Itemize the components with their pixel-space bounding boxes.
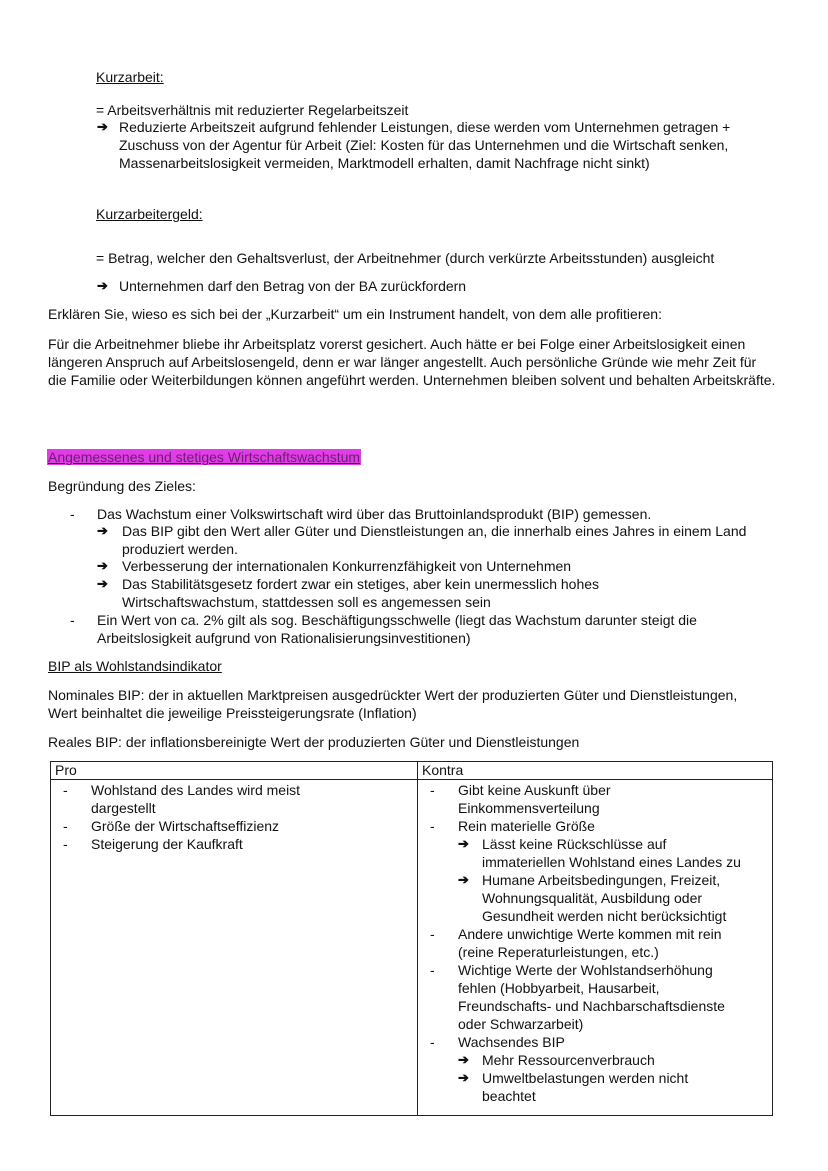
kontra-text: Gibt keine Auskunft über Einkommensverteilung: [458, 782, 611, 816]
dash-bullet: -: [70, 506, 75, 522]
kontra-sub-text: Mehr Ressourcenverbrauch: [482, 1052, 655, 1068]
arrow-icon: ➔: [458, 836, 469, 851]
answer-paragraph: Für die Arbeitnehmer bliebe ihr Arbeitsplatz vorerst gesichert. Auch hätte er bei Folge einer Arbeitslosigkeit einen längeren Anspruch auf Arbeitslosengeld, denn er war länger angestellt. Auch persönliche Gründe wie mehr Zeit für die Familie oder Weiterbildungen können angeführt werden. Unternehmen bleiben solvent und behalten Arbeitskräfte.: [48, 336, 776, 388]
dash-bullet: -: [430, 1034, 435, 1050]
kontra-text: Andere unwichtige Werte kommen mit rein (reine Reperaturleistungen, etc.): [458, 926, 722, 960]
dash-bullet: -: [430, 926, 435, 942]
arrow-icon: ➔: [97, 558, 108, 573]
wachstum-item-1: Das Wachstum einer Volkswirtschaft wird über das Bruttoinlandsprodukt (BIP) gemessen.: [97, 506, 652, 522]
dash-bullet: -: [63, 836, 68, 852]
arrow-icon: ➔: [97, 523, 108, 538]
arrow-icon: ➔: [97, 278, 108, 293]
kontra-text: Wichtige Werte der Wohlstandserhöhung fehlen (Hobbyarbeit, Hausarbeit, Freundschafts- und Nachbarschaftsdienste oder Schwarzarbeit): [458, 962, 725, 1032]
kontra-sub-item: [422, 1069, 742, 1105]
kontra-header: Kontra: [418, 762, 773, 780]
section-heading-wachstum: [47, 448, 361, 466]
pro-kontra-table: [50, 761, 773, 1116]
pro-text: Wohlstand des Landes wird meist dargestellt: [91, 782, 301, 816]
pro-item: [55, 781, 335, 817]
arrow-icon: ➔: [97, 576, 108, 591]
kontra-item: [422, 781, 742, 817]
kontra-item: [422, 961, 742, 1033]
list-item: [70, 611, 780, 647]
arrow-icon: ➔: [458, 872, 469, 887]
kontra-item: [422, 817, 742, 835]
dash-bullet: -: [430, 962, 435, 978]
highlighted-heading: Angemessenes und stetiges Wirtschaftswachstum: [48, 449, 361, 465]
kontra-item: [422, 1033, 742, 1051]
kurzarbeit-heading: Kurzarbeit:: [96, 69, 164, 85]
kurzarbeit-definition: = Arbeitsverhältnis mit reduzierter Regelarbeitszeit: [96, 102, 409, 118]
kontra-sub-text: Humane Arbeitsbedingungen, Freizeit, Wohnungsqualität, Ausbildung oder Gesundheit werden nicht berücksichtigt: [482, 872, 727, 924]
pro-item: [55, 817, 417, 835]
list-item: [70, 505, 770, 523]
kurzarbeitergeld-heading: Kurzarbeitergeld:: [96, 206, 203, 222]
bip-real: Reales BIP: der inflationsbereinigte Wert der produzierten Güter und Dienstleistungen: [48, 734, 580, 750]
dash-bullet: -: [70, 612, 75, 628]
kontra-text: Wachsendes BIP: [458, 1034, 565, 1050]
kurzarbeitergeld-arrow-text: Unternehmen darf den Betrag von der BA zurückfordern: [119, 278, 467, 294]
arrow-icon: ➔: [458, 1052, 469, 1067]
kurzarbeitergeld-arrow-item: [97, 277, 762, 295]
kurzarbeit-arrow-item: [97, 118, 762, 172]
pro-cell: [51, 780, 418, 1116]
wachstum-arrow-1: [97, 522, 777, 558]
arrow-icon: ➔: [458, 1070, 469, 1085]
dash-bullet: -: [430, 782, 435, 798]
wachstum-item-2: Ein Wert von ca. 2% gilt als sog. Beschäftigungsschwelle (liegt das Wachstum darunter steigt die Arbeitslosigkeit aufgrund von Rationalisierungsinvestitionen): [97, 612, 697, 646]
bip-nominal: Nominales BIP: der in aktuellen Marktpreisen ausgedrückter Wert der produzierten Güter und Dienstleistungen, Wert beinhaltet die jeweilige Preissteigerungsrate (Inflation): [48, 687, 738, 721]
kontra-sub-item: [422, 1051, 742, 1069]
begruendung-label: Begründung des Zieles:: [48, 478, 196, 494]
kurzarbeit-arrow-text: Reduzierte Arbeitszeit aufgrund fehlender Leistungen, diese werden vom Unternehmen getragen + Zuschuss von der Agentur für Arbeit (Ziel: Kosten für das Unternehmen und die Wirtschaft senken, Massenarbeitslosigkeit vermeiden, Marktmodell erhalten, damit Nachfrage nicht sinkt): [119, 119, 731, 171]
kontra-cell: [418, 780, 773, 1116]
wachstum-arrow-text: Das BIP gibt den Wert aller Güter und Dienstleistungen an, die innerhalb eines Jahres in einem Land produziert werden.: [122, 523, 747, 557]
kontra-sub-item: [422, 871, 742, 925]
question-text: Erklären Sie, wieso es sich bei der „Kurzarbeit“ um ein Instrument handelt, von dem alle profitieren:: [48, 306, 662, 322]
wachstum-arrow-2: [97, 557, 777, 575]
pro-item: [55, 835, 417, 853]
pro-text: Steigerung der Kaufkraft: [91, 836, 243, 852]
arrow-icon: ➔: [97, 119, 108, 134]
kurzarbeitergeld-definition: = Betrag, welcher den Gehaltsverlust, der Arbeitnehmer (durch verkürzte Arbeitsstunden) ausgleicht: [96, 250, 715, 266]
wachstum-arrow-text: Verbesserung der internationalen Konkurrenzfähigkeit von Unternehmen: [122, 558, 572, 574]
dash-bullet: -: [63, 782, 68, 798]
bip-heading: BIP als Wohlstandsindikator: [48, 658, 222, 674]
kontra-sub-text: Umweltbelastungen werden nicht beachtet: [482, 1070, 689, 1104]
dash-bullet: -: [430, 818, 435, 834]
kontra-text: Rein materielle Größe: [458, 818, 595, 834]
kontra-sub-item: [422, 835, 742, 871]
wachstum-arrow-3: [97, 575, 657, 611]
wachstum-arrow-text: Das Stabilitätsgesetz fordert zwar ein stetiges, aber kein unermesslich hohes Wirtschaftswachstum, stattdessen soll es angemessen sein: [122, 576, 600, 610]
kontra-item: [422, 925, 742, 961]
pro-header: Pro: [51, 762, 418, 780]
kontra-sub-text: Lässt keine Rückschlüsse auf immateriellen Wohlstand eines Landes zu: [482, 836, 741, 870]
pro-text: Größe der Wirtschaftseffizienz: [91, 818, 280, 834]
dash-bullet: -: [63, 818, 68, 834]
